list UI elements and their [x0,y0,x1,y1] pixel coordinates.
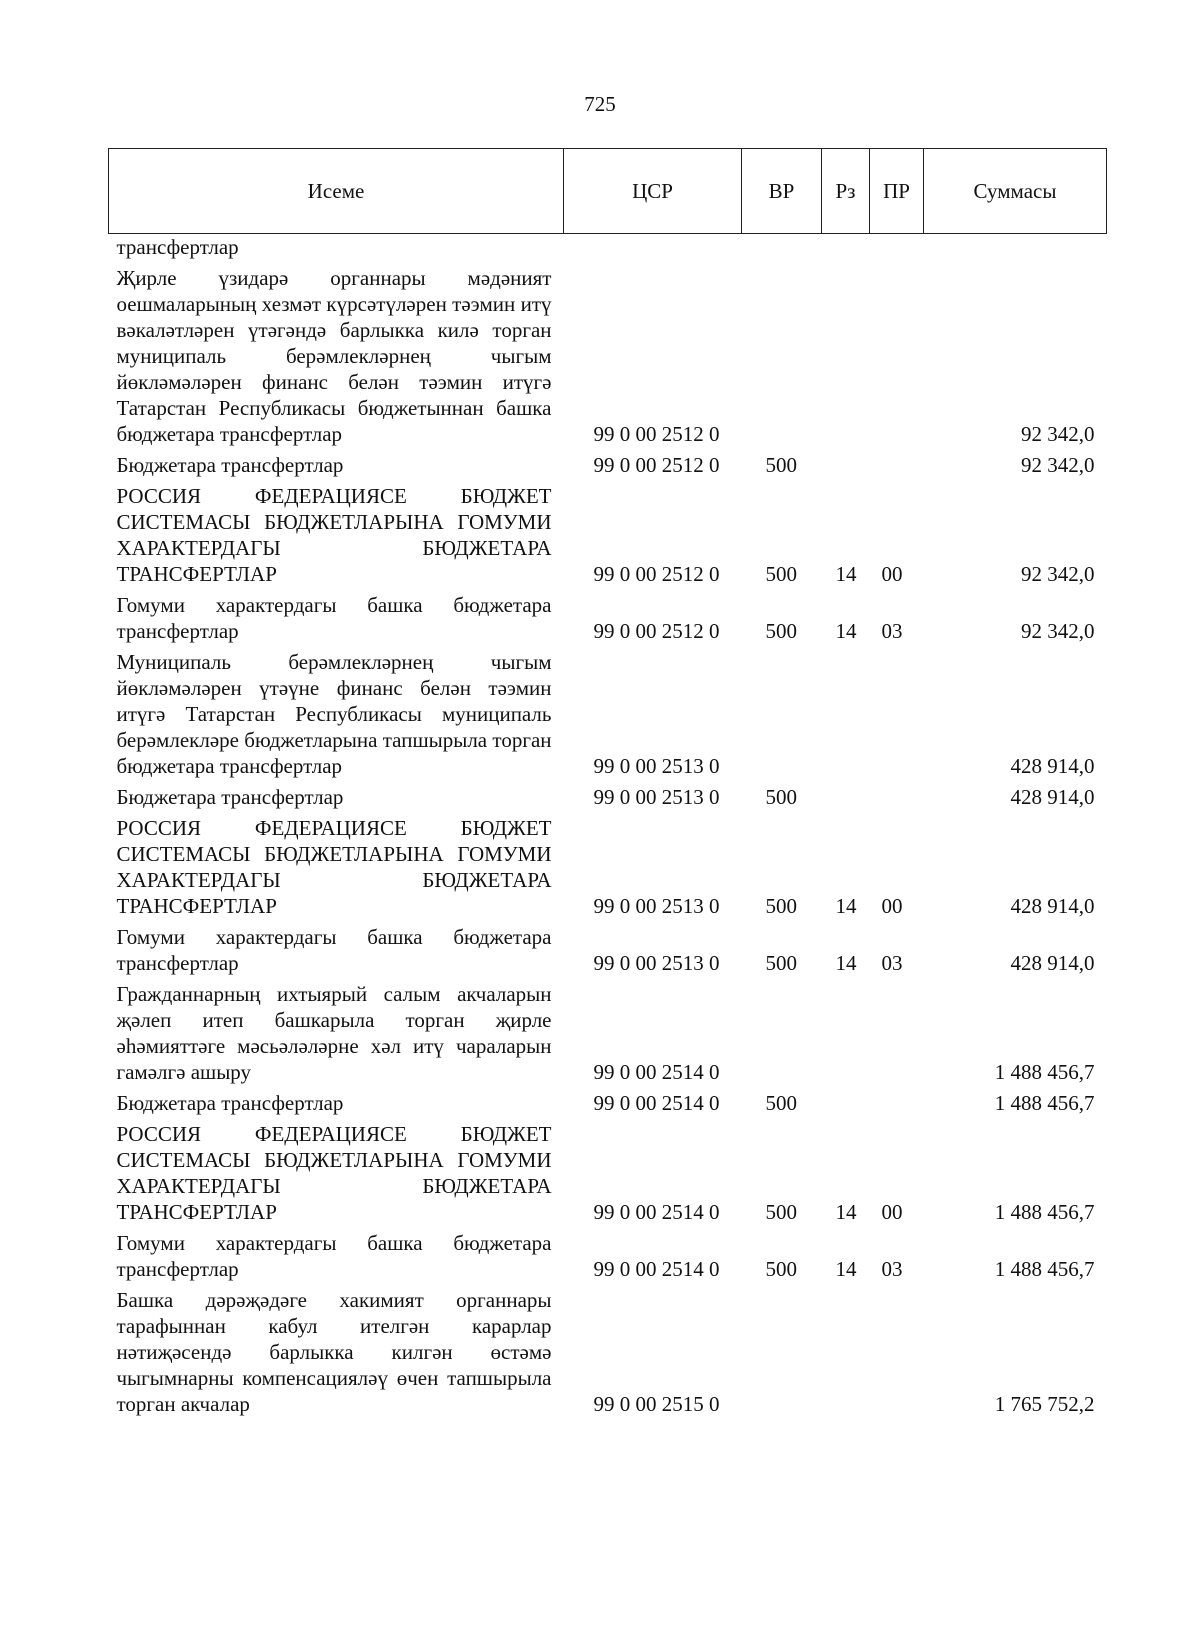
table-row [109,260,1107,447]
row-sum: 1 488 456,7 [994,1257,1095,1281]
table-row [109,587,1107,644]
row-sum: 1 488 456,7 [994,1060,1095,1084]
row-csr: 99 0 00 2512 0 [593,562,720,586]
row-vr: 500 [765,951,797,975]
row-vr: 500 [765,619,797,643]
row-pr: 00 [881,562,903,586]
row-name: Гражданнарның ихтыярый салым акчаларын җәлеп итеп башкарыла торган җирле әһәмияттәге мәсьәләләрне хәл итү чараларын гамәлгә ашыру [116,982,552,1084]
row-rz: 14 [835,1257,857,1281]
row-pr [870,1282,924,1417]
row-rz [822,234,870,261]
table-row [109,644,1107,779]
header-csr: ЦСР [564,149,742,234]
row-pr [870,234,924,261]
row-vr: 500 [765,894,797,918]
row-name: Бюджетара трансфертлар [116,785,344,809]
row-sum: 92 342,0 [1021,619,1095,643]
row-sum [924,234,1107,261]
header-rz: Рз [822,149,870,234]
table-row [109,779,1107,810]
table-row [109,810,1107,919]
row-sum: 428 914,0 [1010,785,1095,809]
row-vr [742,644,822,779]
row-csr: 99 0 00 2514 0 [593,1091,720,1115]
row-csr: 99 0 00 2512 0 [593,619,720,643]
row-csr: 99 0 00 2512 0 [593,453,720,477]
row-rz [822,260,870,447]
row-vr: 500 [765,1257,797,1281]
row-vr [742,234,822,261]
row-name: Муниципаль берәмлекләрнең чыгым йөкләмәләрен үтәүне финанс белән тәэмин итүгә Татарстан Республикасы муниципаль берәмлекләре бюджетларына тапшырыла торган бюджетара трансфертлар [116,650,552,778]
row-name: Башка дәрәҗәдәге хакимият органнары тарафыннан кабул ителгән карарлар нәтиҗәсендә барлыкка килгән өстәмә чыгымнарны компенсацияләү өчен тапшырыла торган акчалар [116,1288,552,1416]
row-csr: 99 0 00 2513 0 [593,894,720,918]
row-csr: 99 0 00 2513 0 [593,785,720,809]
row-name: Гомуми характердагы башка бюджетара трансфертлар [116,593,552,643]
row-name: РОССИЯ ФЕДЕРАЦИЯСЕ БЮДЖЕТ СИСТЕМАСЫ БЮДЖЕТЛАРЫНА ГОМУМИ ХАРАКТЕРДАГЫ БЮДЖЕТАРА ТРАНСФЕРТЛАР [116,816,552,918]
row-csr: 99 0 00 2514 0 [593,1257,720,1281]
table-row [109,447,1107,478]
row-name: Гомуми характердагы башка бюджетара трансфертлар [116,925,552,975]
row-pr [870,976,924,1085]
table-row [109,1282,1107,1417]
header-sum: Суммасы [924,149,1107,234]
row-sum: 92 342,0 [1021,453,1095,477]
table-row [109,1116,1107,1225]
row-pr [870,779,924,810]
row-rz [822,976,870,1085]
row-vr: 500 [765,453,797,477]
header-vr: ВР [742,149,822,234]
row-rz [822,644,870,779]
row-sum: 1 488 456,7 [994,1200,1095,1224]
table-header [109,149,1107,234]
row-rz: 14 [835,894,857,918]
row-name: Бюджетара трансфертлар [116,1091,344,1115]
row-pr [870,260,924,447]
row-rz: 14 [835,951,857,975]
table-row [109,1225,1107,1282]
row-pr [870,1085,924,1116]
row-pr: 03 [881,951,903,975]
row-csr: 99 0 00 2514 0 [593,1200,720,1224]
table-row [109,976,1107,1085]
row-name: Бюджетара трансфертлар [116,453,344,477]
row-pr [870,447,924,478]
row-rz [822,447,870,478]
row-csr: 99 0 00 2514 0 [593,1060,720,1084]
row-name: Җирле үзидарә органнары мәдәният оешмаларының хезмәт күрсәтүләрен тәэмин итү вәкаләтләрен үтәгәндә барлыкка килә торган муниципаль берәмлекләрнең чыгым йөкләмәләрен финанс белән тәэмин итүгә Татарстан Республикасы бюджетыннан башка бюджетара трансфертлар [116,266,552,446]
row-name: трансфертлар [116,235,239,259]
row-vr: 500 [765,1200,797,1224]
header-pr: ПР [870,149,924,234]
row-vr: 500 [765,1091,797,1115]
row-csr: 99 0 00 2512 0 [593,422,720,446]
row-name: РОССИЯ ФЕДЕРАЦИЯСЕ БЮДЖЕТ СИСТЕМАСЫ БЮДЖЕТЛАРЫНА ГОМУМИ ХАРАКТЕРДАГЫ БЮДЖЕТАРА ТРАНСФЕРТЛАР [116,484,552,586]
row-pr: 03 [881,1257,903,1281]
row-rz: 14 [835,1200,857,1224]
row-sum: 92 342,0 [1021,422,1095,446]
row-rz [822,1282,870,1417]
row-sum: 428 914,0 [1010,951,1095,975]
row-pr: 00 [881,894,903,918]
row-csr: 99 0 00 2513 0 [593,951,720,975]
row-vr: 500 [765,785,797,809]
table-body [109,234,1107,1418]
table-row [109,1085,1107,1116]
row-sum: 428 914,0 [1010,894,1095,918]
row-pr: 03 [881,619,903,643]
row-name: Гомуми характердагы башка бюджетара трансфертлар [116,1231,552,1281]
row-sum: 428 914,0 [1010,754,1095,778]
row-rz [822,1085,870,1116]
row-name: РОССИЯ ФЕДЕРАЦИЯСЕ БЮДЖЕТ СИСТЕМАСЫ БЮДЖЕТЛАРЫНА ГОМУМИ ХАРАКТЕРДАГЫ БЮДЖЕТАРА ТРАНСФЕРТЛАР [116,1122,552,1224]
row-sum: 1 765 752,2 [994,1392,1095,1416]
row-vr [742,260,822,447]
row-sum: 92 342,0 [1021,562,1095,586]
row-vr [742,976,822,1085]
table-row [109,234,1107,261]
row-rz: 14 [835,562,857,586]
table-row [109,919,1107,976]
row-vr: 500 [765,562,797,586]
row-rz [822,779,870,810]
budget-table [108,148,1107,1417]
row-vr [742,1282,822,1417]
table-row [109,478,1107,587]
row-csr: 99 0 00 2515 0 [593,1392,720,1416]
row-sum: 1 488 456,7 [994,1091,1095,1115]
row-csr [564,234,742,261]
page-number: 725 [584,92,616,116]
row-pr: 00 [881,1200,903,1224]
row-rz: 14 [835,619,857,643]
row-csr: 99 0 00 2513 0 [593,754,720,778]
header-name: Исеме [109,149,564,234]
row-pr [870,644,924,779]
